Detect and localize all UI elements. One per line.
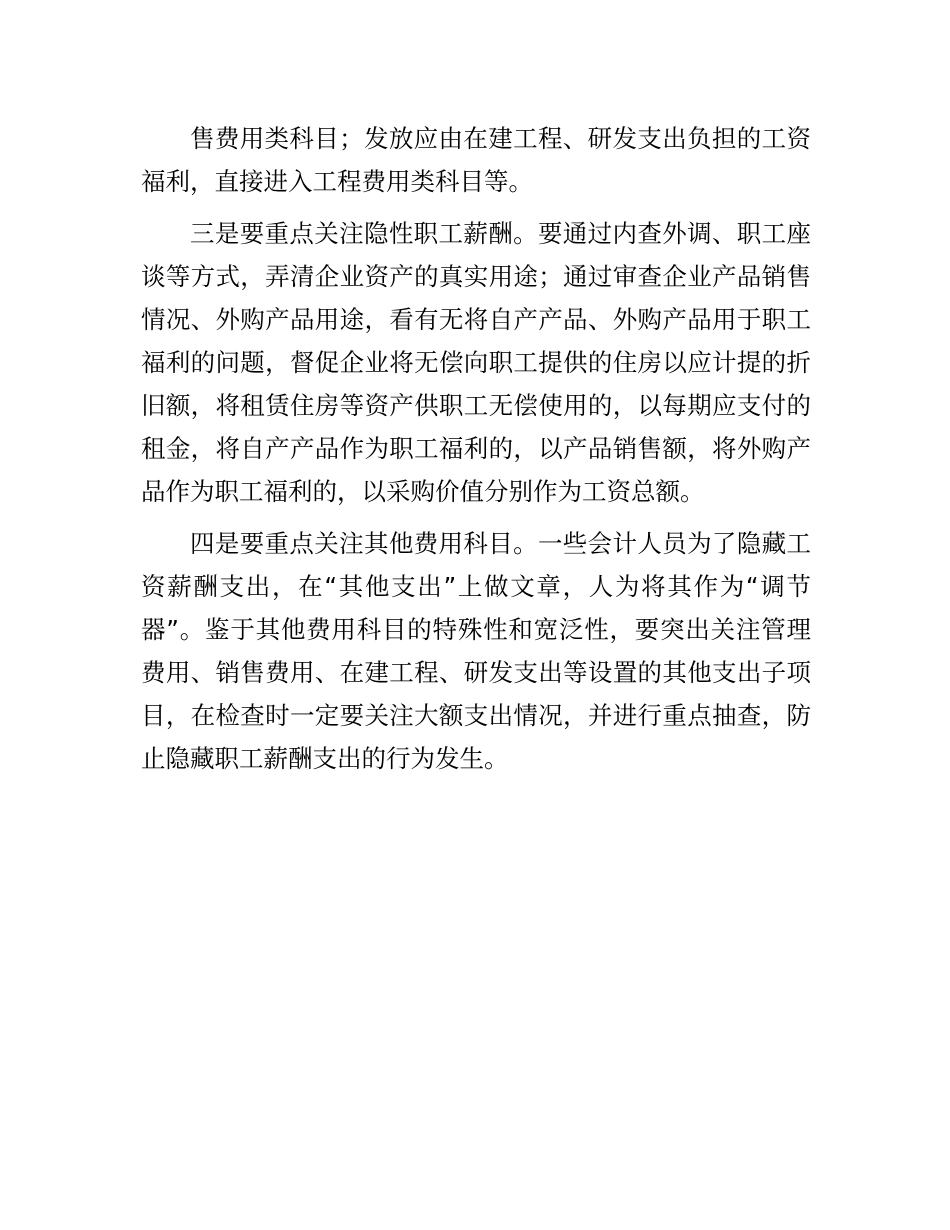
paragraph-line: 器”。鉴于其他费用科目的特殊性和宽泛性，要突出关注管理: [141, 615, 811, 644]
paragraph-line: 谈等方式，弄清企业资产的真实用途；通过审查企业产品销售: [141, 262, 811, 291]
paragraph-line: 售费用类科目；发放应由在建工程、研发支出负担的工资: [190, 124, 811, 153]
paragraph-line: 资薪酬支出，在“其他支出”上做文章，人为将其作为“调节: [141, 572, 811, 601]
paragraph-line: 旧额，将租赁住房等资产供职工无偿使用的，以每期应支付的: [141, 391, 811, 420]
document-body: [141, 117, 811, 789]
paragraph-line: 三是要重点关注隐性职工薪酬。要通过内查外调、职工座: [190, 219, 811, 248]
paragraph-line: 品作为职工福利的，以采购价值分别作为工资总额。: [141, 477, 705, 506]
paragraph-2: [141, 212, 811, 513]
paragraph-line: 目，在检查时一定要关注大额支出情况，并进行重点抽查，防: [141, 701, 811, 730]
paragraph-line: 费用、销售费用、在建工程、研发支出等设置的其他支出子项: [141, 658, 811, 687]
paragraph-line: 租金，将自产产品作为职工福利的，以产品销售额，将外购产: [141, 434, 811, 463]
paragraph-line: 福利，直接进入工程费用类科目等。: [141, 167, 533, 196]
paragraph-line: 止隐藏职工薪酬支出的行为发生。: [141, 744, 509, 773]
paragraph-line: 四是要重点关注其他费用科目。一些会计人员为了隐藏工: [190, 529, 811, 558]
paragraph-line: 情况、外购产品用途，看有无将自产产品、外购产品用于职工: [141, 305, 811, 334]
paragraph-line: 福利的问题，督促企业将无偿向职工提供的住房以应计提的折: [141, 348, 811, 377]
paragraph-3: [141, 522, 811, 780]
paragraph-1: [141, 117, 811, 203]
